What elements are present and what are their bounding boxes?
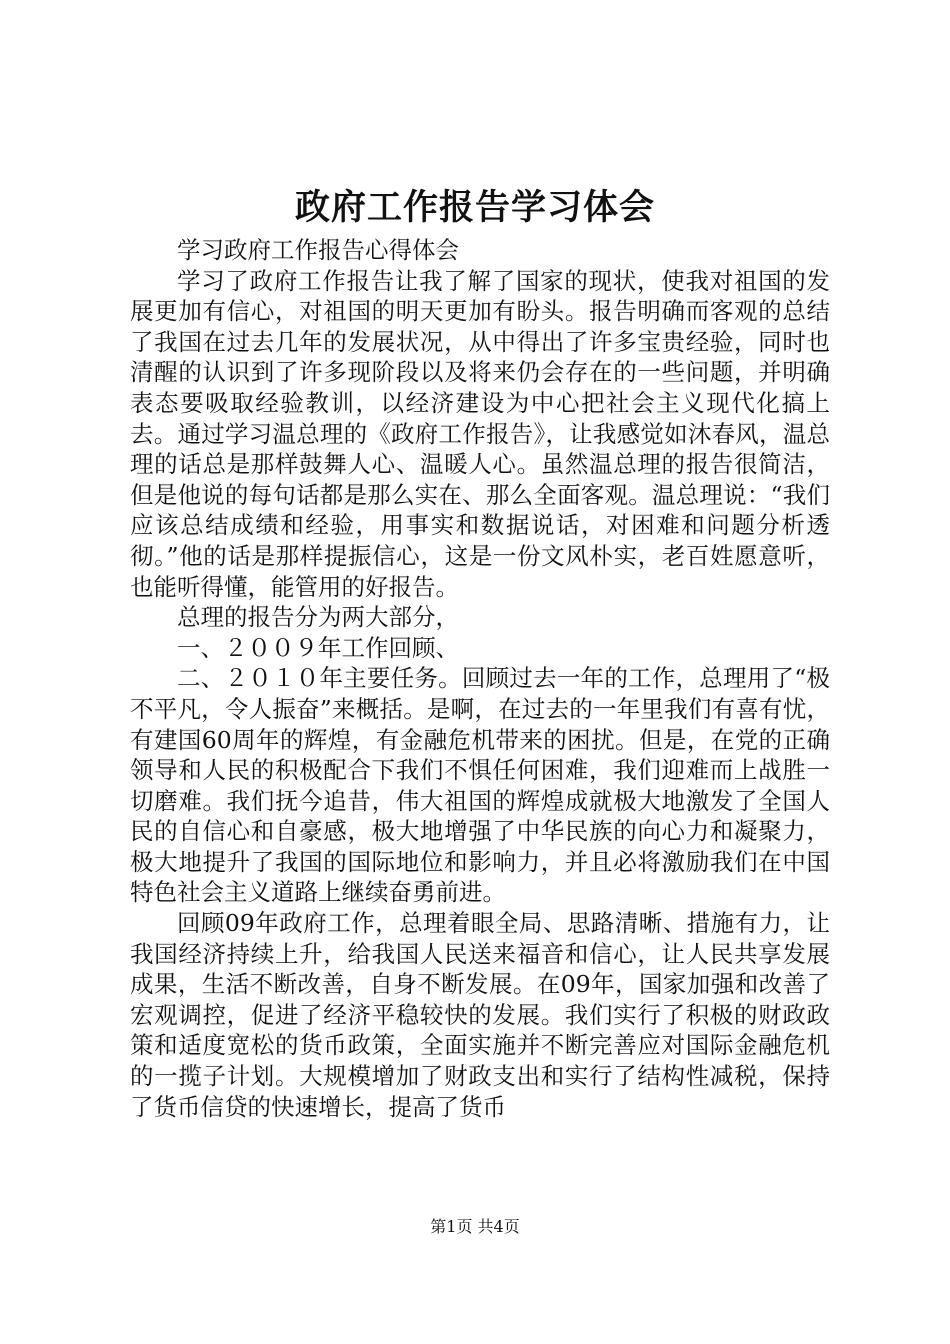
- page-footer: 第1页 共4页: [430, 1217, 520, 1236]
- document-body: [130, 235, 830, 1122]
- paragraph: 二、２０１０年主要任务。回顾过去一年的工作，总理用了“极不平凡，令人振奋”来概括。是啊，在过去的一年里我们有喜有忧，有建国60周年的辉煌，有金融危机带来的困扰。但是，在党的正确领导和人民的积极配合下我们不惧任何困难，我们迎难而上战胜一切磨难。我们抚今追昔，伟大祖国的辉煌成就极大地激发了全国人民的自信心和自豪感，极大地增强了中华民族的向心力和凝聚力，极大地提升了我国的国际地位和影响力，并且必将激励我们在中国特色社会主义道路上继续奋勇前进。: [130, 664, 830, 907]
- paragraph: 学习了政府工作报告让我了解了国家的现状，使我对祖国的发展更加有信心，对祖国的明天更加有盼头。报告明确而客观的总结了我国在过去几年的发展状况，从中得出了许多宝贵经验，同时也清醒的认识到了许多现阶段以及将来仍会存在的一些问题，并明确表态要吸取经验教训，以经济建设为中心把社会主义现代化搞上去。通过学习温总理的《政府工作报告》，让我感觉如沐春风，温总理的话总是那样鼓舞人心、温暖人心。虽然温总理的报告很简洁，但是他说的每句话都是那么实在、那么全面客观。温总理说：“我们应该总结成绩和经验，用事实和数据说话，对困难和问题分析透彻。”他的话是那样提振信心，这是一份文风朴实，老百姓愿意听，也能听得懂，能管用的好报告。: [130, 266, 830, 601]
- paragraph: 一、２００９年工作回顾、: [177, 633, 459, 662]
- paragraph-subtitle: 学习政府工作报告心得体会: [177, 236, 459, 264]
- document-title: 政府工作报告学习体会: [294, 187, 655, 228]
- paragraph: 回顾09年政府工作，总理着眼全局、思路清晰、措施有力，让我国经济持续上升，给我国人民送来福音和信心，让人民共享发展成果，生活不断改善，自身不断发展。在09年，国家加强和改善了宏观调控，促进了经济平稳较快的发展。我们实行了积极的财政政策和适度宽松的货币政策，全面实施并不断完善应对国际金融危机的一揽子计划。大规模增加了财政支出和实行了结构性减税，保持了货币信贷的快速增长，提高了货币: [130, 909, 830, 1121]
- paragraph: 总理的报告分为两大部分，: [177, 603, 459, 632]
